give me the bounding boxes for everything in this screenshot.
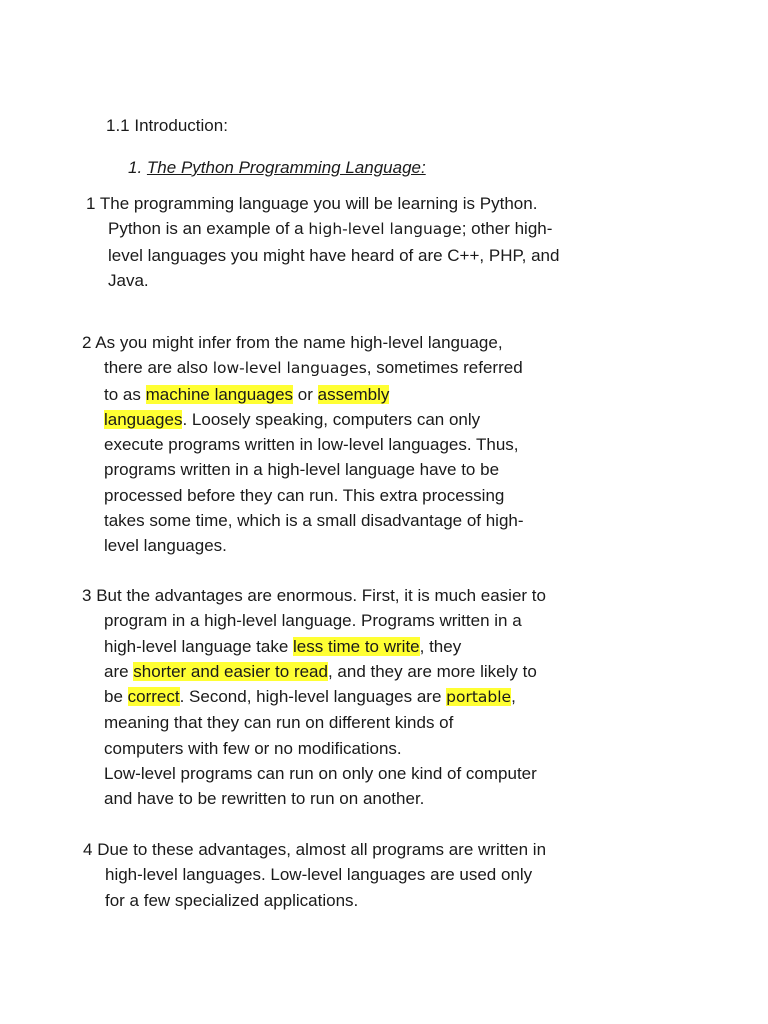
paragraph-line	[82, 583, 602, 608]
body-text: are	[104, 661, 134, 681]
paragraph-line	[82, 710, 602, 735]
paragraph-number: 4	[83, 840, 93, 859]
key-term: low-level languages	[212, 359, 367, 378]
paragraph-line	[82, 761, 602, 786]
section-heading: 1.1 Introduction:	[106, 116, 228, 135]
body-text: , sometimes referred	[366, 358, 523, 378]
body-text: . Loosely speaking, computers can only	[182, 409, 481, 429]
paragraph-line	[82, 457, 602, 482]
body-text: takes some time, which is a small disadvantage of high-	[104, 511, 524, 531]
paragraph-line	[82, 483, 602, 508]
body-text: processed before they can run. This extra processing	[104, 485, 505, 505]
highlighted-text: machine languages	[145, 384, 294, 404]
body-text: Due to these advantages, almost all programs are written in	[97, 840, 547, 859]
paragraph-line	[83, 888, 603, 913]
highlighted-text: correct	[127, 687, 180, 707]
paragraph-line	[83, 862, 603, 887]
paragraph-line	[86, 243, 606, 268]
paragraph-number: 2	[82, 333, 92, 352]
paragraph-line	[82, 355, 602, 381]
body-text: ; other high-	[461, 219, 553, 239]
paragraph-3	[82, 583, 602, 812]
highlighted-text: assembly	[317, 384, 390, 404]
body-text: programs written in a high-level language have to be	[104, 460, 500, 480]
paragraph-line	[82, 432, 602, 457]
body-text: . Second, high-level languages are	[179, 687, 447, 707]
body-text: to as	[104, 384, 146, 404]
paragraph-line	[82, 407, 602, 432]
paragraph-line	[82, 786, 602, 811]
body-text: Low-level programs can run on only one kind of computer	[104, 764, 537, 784]
body-text: Python is an example of a	[108, 219, 309, 239]
paragraph-line	[82, 382, 602, 407]
subsection-number: 1.	[128, 158, 143, 177]
paragraph-line	[82, 659, 602, 684]
highlighted-text: languages	[104, 409, 183, 429]
body-text: The programming language you will be learning is Python.	[99, 194, 538, 213]
subsection-heading	[128, 156, 426, 180]
key-term: high-level language	[308, 220, 462, 239]
body-text: program in a high-level language. Programs written in a	[104, 611, 522, 631]
body-text: high-level language take	[104, 636, 294, 656]
body-text: Java.	[108, 270, 149, 290]
paragraph-line	[82, 634, 602, 659]
body-text: ,	[511, 687, 516, 707]
body-text: But the advantages are enormous. First, it is much easier to	[96, 586, 546, 605]
paragraph-4	[83, 837, 603, 913]
body-text: there are also	[104, 358, 213, 378]
paragraph-1	[86, 191, 606, 293]
body-text: or	[293, 384, 318, 404]
body-text: and have to be rewritten to run on another.	[104, 789, 425, 809]
paragraph-number: 1	[86, 194, 96, 213]
highlighted-key-term: portable	[446, 688, 512, 707]
paragraph-line	[83, 837, 603, 862]
body-text: execute programs written in low-level languages. Thus,	[104, 435, 519, 455]
body-text: level languages you might have heard of are C++, PHP, and	[108, 245, 560, 265]
paragraph-2	[82, 330, 602, 559]
body-text: As you might infer from the name high-level language,	[95, 333, 503, 352]
body-text: level languages.	[104, 536, 227, 556]
body-text: , they	[419, 636, 462, 656]
body-text: for a few specialized applications.	[105, 890, 359, 910]
highlighted-text: shorter and easier to read	[133, 661, 328, 681]
paragraph-line	[86, 216, 606, 242]
body-text: , and they are more likely to	[327, 661, 537, 681]
paragraph-line	[82, 684, 602, 710]
paragraph-line	[82, 330, 602, 355]
body-text: meaning that they can run on different kinds of	[104, 713, 454, 733]
body-text: computers with few or no modifications.	[104, 738, 402, 758]
paragraph-line	[86, 268, 606, 293]
body-text: high-level languages. Low-level languages are used only	[105, 865, 533, 885]
paragraph-line	[82, 736, 602, 761]
paragraph-line	[82, 608, 602, 633]
paragraph-line	[86, 191, 606, 216]
paragraph-line	[82, 533, 602, 558]
subsection-title: The Python Programming Language:	[146, 158, 426, 177]
highlighted-text: less time to write	[293, 636, 420, 656]
paragraph-line	[82, 508, 602, 533]
paragraph-number: 3	[82, 586, 92, 605]
body-text: be	[104, 687, 128, 707]
